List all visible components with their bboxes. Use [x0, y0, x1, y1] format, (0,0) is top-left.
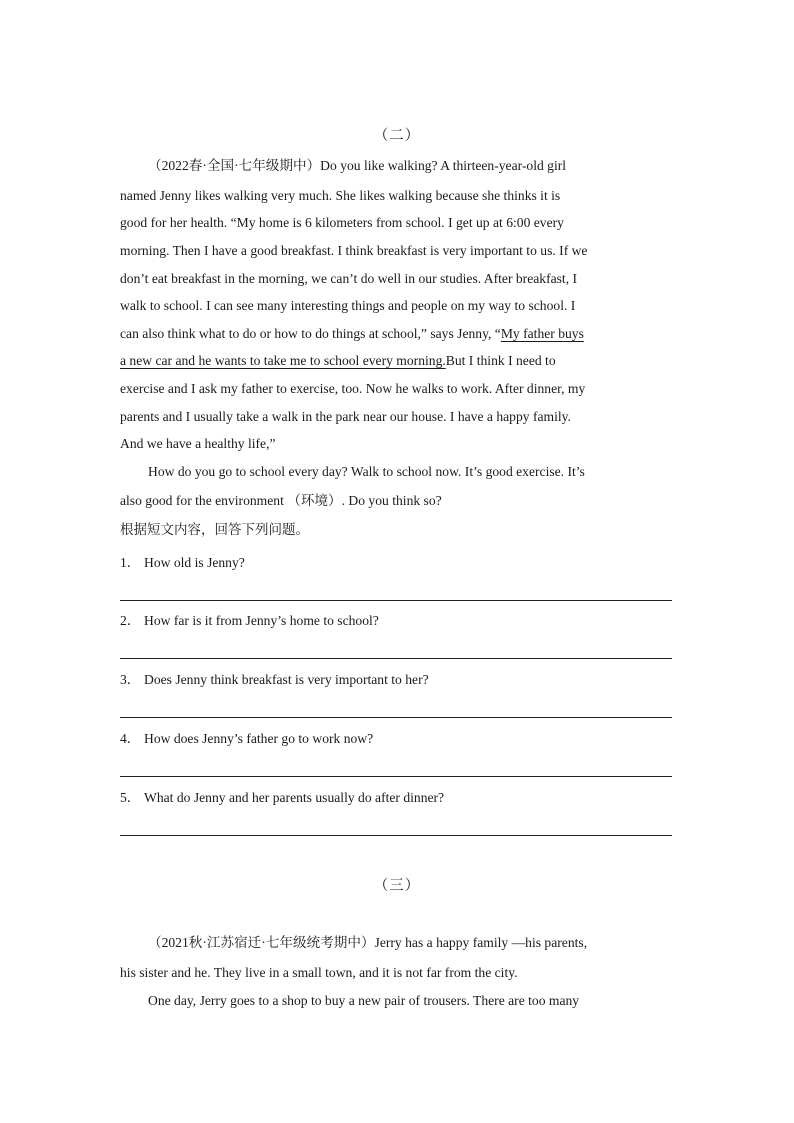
- underlined-sentence: a new car and he wants to take me to school every morning.: [120, 353, 446, 368]
- question-number: 2．: [120, 613, 141, 628]
- underlined-sentence: My father buys: [500, 326, 584, 341]
- question-number: 3．: [120, 672, 141, 687]
- answer-line[interactable]: [120, 658, 672, 659]
- passage-line: morning. Then I have a good breakfast. I think breakfast is very important to us. If we: [120, 243, 588, 258]
- answer-line[interactable]: [120, 776, 672, 777]
- question-number: 5．: [120, 790, 141, 805]
- passage-line: And we have a healthy life,”: [120, 436, 276, 451]
- section-heading-2: （二）: [373, 128, 421, 144]
- passage-line: [120, 325, 672, 343]
- question-number: 4．: [120, 731, 141, 746]
- passage-line: his sister and he. They live in a small town, and it is not far from the city.: [120, 965, 518, 980]
- passage-line: parents and I usually take a walk in the park near our house. I have a happy family.: [120, 409, 571, 424]
- answer-line[interactable]: [120, 717, 672, 718]
- question: [120, 789, 444, 807]
- question-number: 1．: [120, 555, 141, 570]
- passage-line: exercise and I ask my father to exercise, too. Now he walks to work. After dinner, my: [120, 381, 586, 396]
- question-text: How far is it from Jenny’s home to school?: [144, 613, 379, 628]
- question-text: How does Jenny’s father go to work now?: [144, 731, 374, 746]
- passage-line: walk to school. I can see many interesting things and people on my way to school. I: [120, 298, 576, 313]
- question: [120, 554, 245, 572]
- question-text: How old is Jenny?: [144, 555, 245, 570]
- passage-line: [120, 352, 672, 370]
- passage-line: How do you go to school every day? Walk to school now. It’s good exercise. It’s: [148, 464, 585, 479]
- answer-line[interactable]: [120, 600, 672, 601]
- question: [120, 730, 373, 748]
- passage-line: also good for the environment （环境）. Do you think so?: [120, 493, 442, 508]
- passage-line: don’t eat breakfast in the morning, we can’t do well in our studies. After breakfast, I: [120, 271, 578, 286]
- question: [120, 671, 429, 689]
- passage-text: can also think what to do or how to do things at school,” says Jenny, “: [120, 326, 501, 341]
- passage-text: But I think I need to: [445, 353, 556, 368]
- question-text: Does Jenny think breakfast is very important to her?: [144, 672, 429, 687]
- section-heading-3: （三）: [373, 878, 421, 894]
- instruction: 根据短文内容，回答下列问题。: [120, 522, 309, 538]
- passage-line: One day, Jerry goes to a shop to buy a new pair of trousers. There are too many: [148, 993, 580, 1008]
- passage-line: named Jenny likes walking very much. She likes walking because she thinks it is: [120, 188, 561, 203]
- passage-line: good for her health. “My home is 6 kilometers from school. I get up at 6:00 every: [120, 215, 564, 230]
- passage-line: （2021秋·江苏宿迁·七年级统考期中）Jerry has a happy family —his parents,: [148, 935, 588, 950]
- question: [120, 612, 379, 630]
- answer-line[interactable]: [120, 835, 672, 836]
- passage-line: （2022春·全国·七年级期中）Do you like walking? A thirteen-year-old girl: [148, 158, 567, 173]
- question-text: What do Jenny and her parents usually do after dinner?: [144, 790, 445, 805]
